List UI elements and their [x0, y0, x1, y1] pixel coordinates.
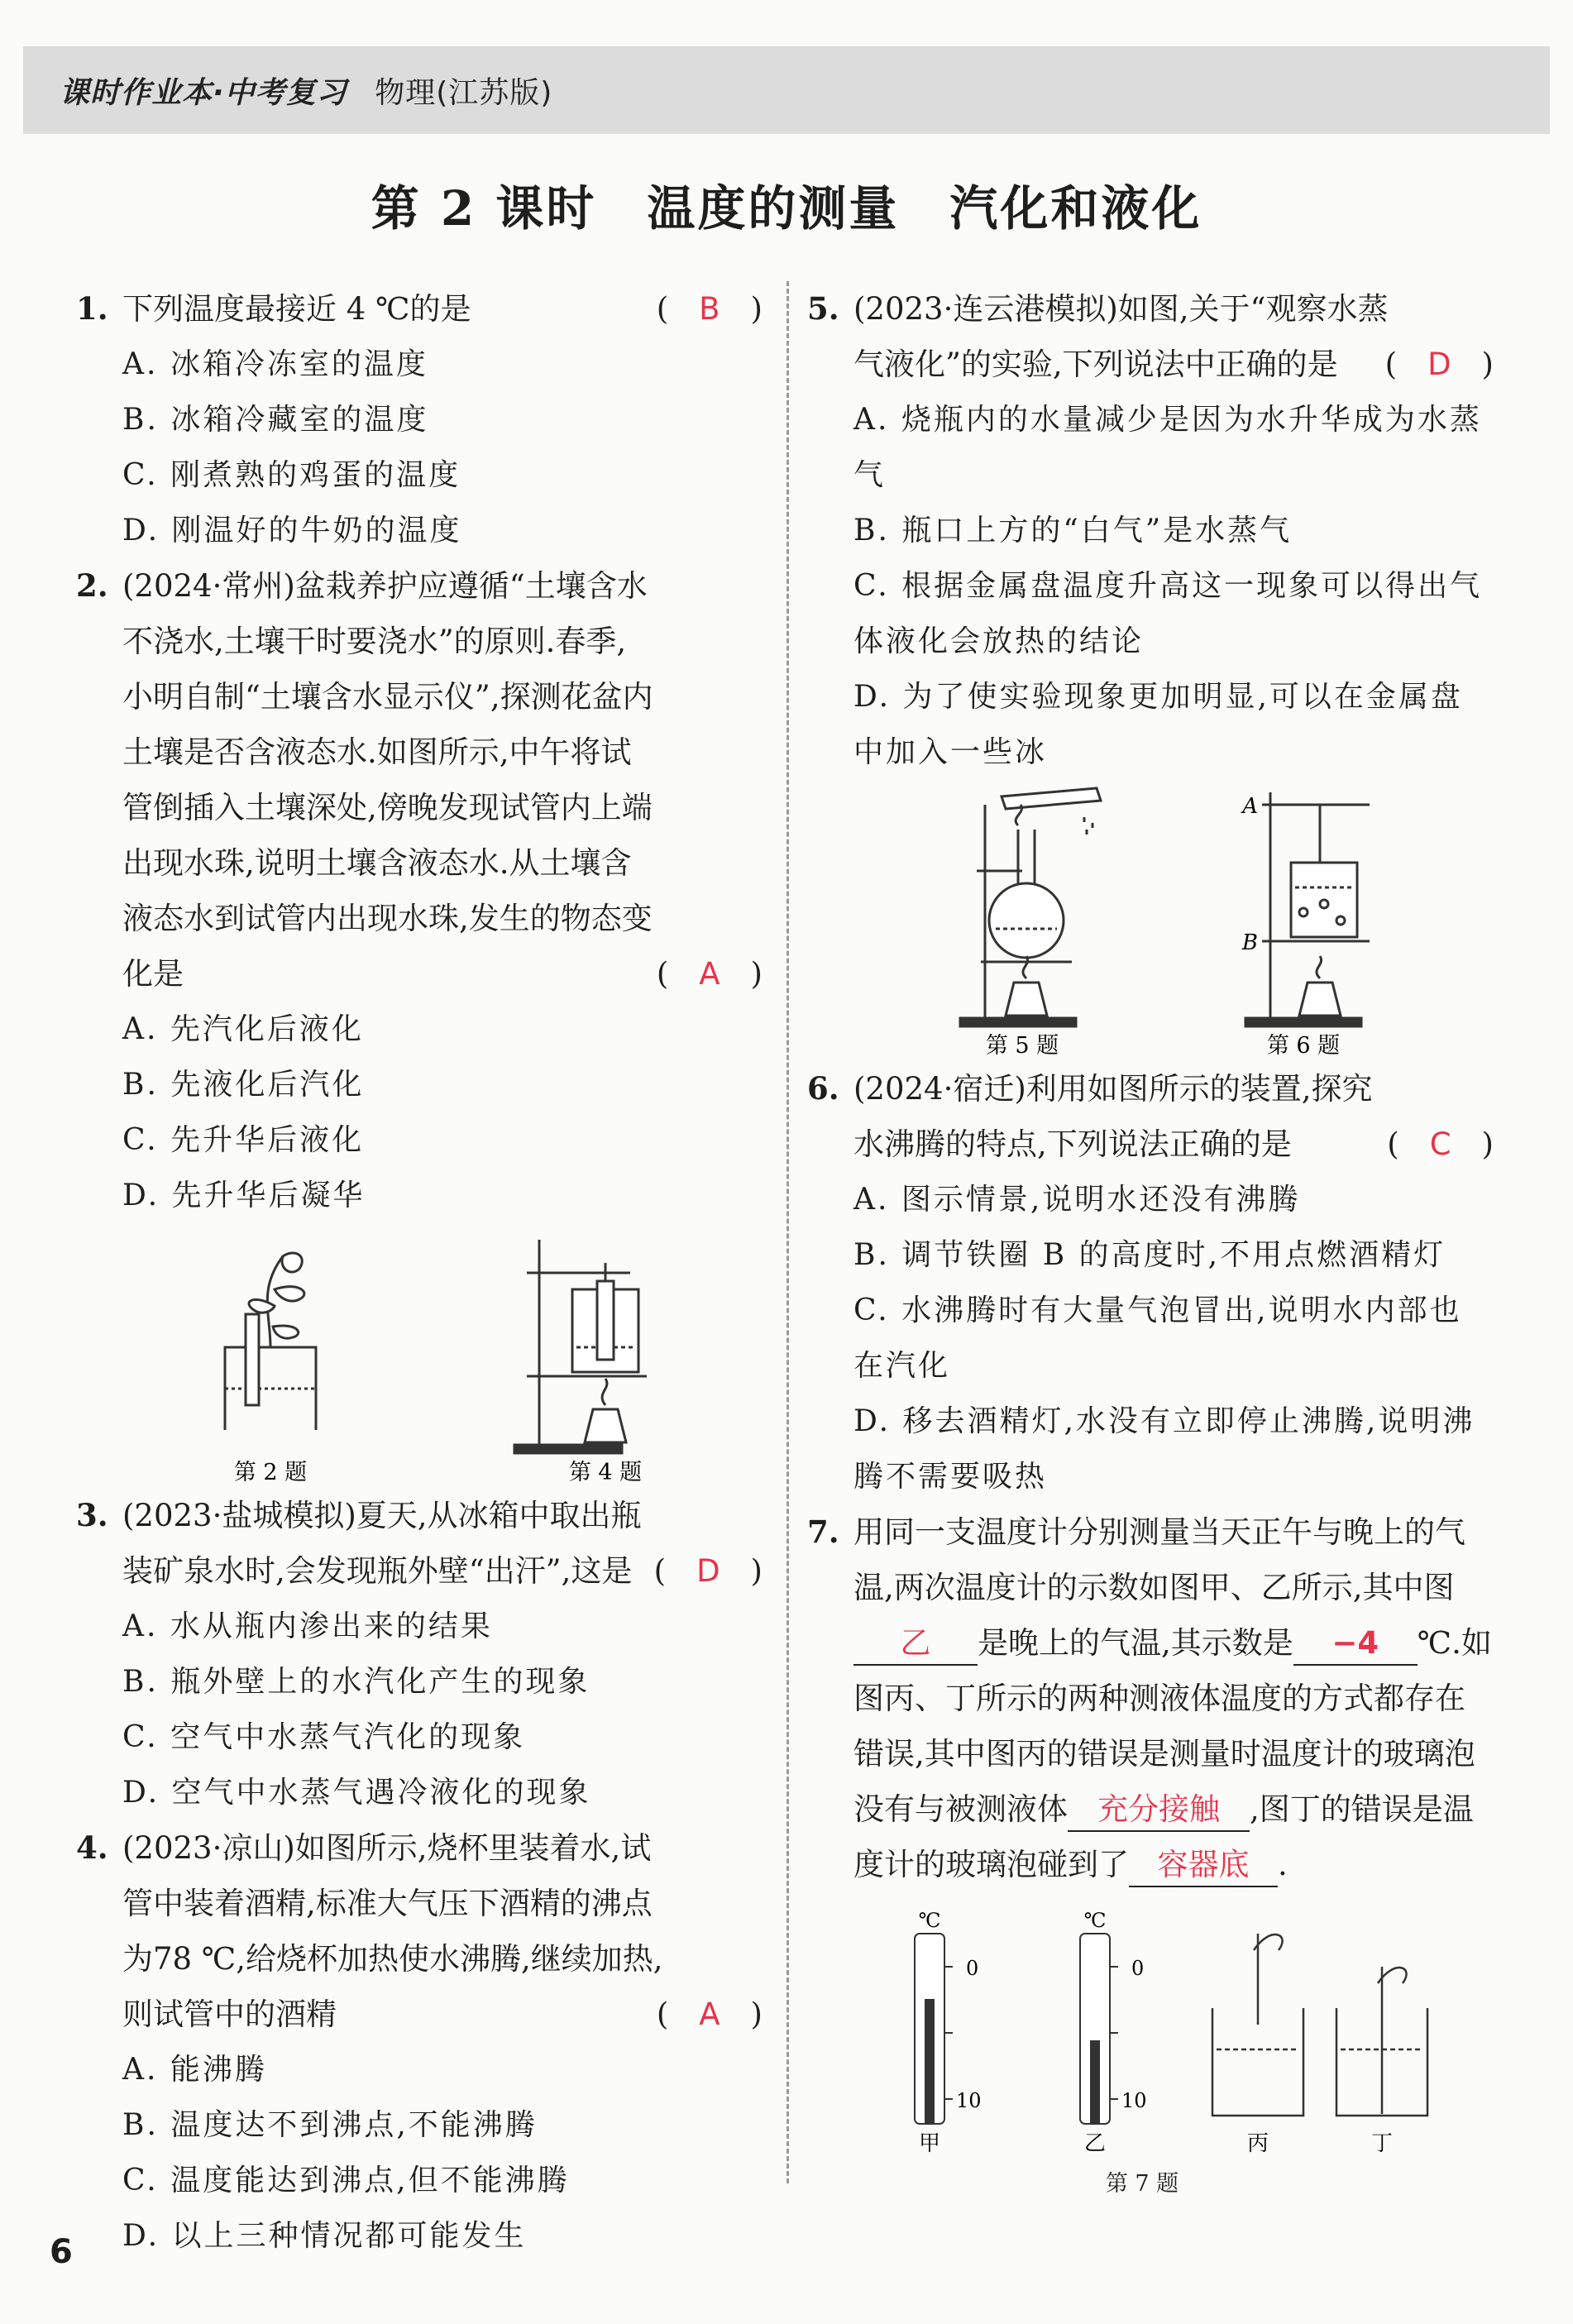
thermometer-jia	[915, 1934, 953, 2124]
answer-bracket: ( A )	[656, 956, 763, 992]
label-a: A	[1242, 794, 1258, 819]
figure-2-caption: 第 2 题	[233, 1460, 308, 1485]
answer-bracket: ( D )	[1384, 347, 1494, 382]
figure-6-caption: 第 6 题	[1266, 1033, 1341, 1059]
answer-bracket: ( A )	[656, 1996, 763, 2032]
thermometer-unit: ℃	[918, 1909, 941, 1932]
answer-choice: B	[699, 291, 720, 327]
question-stem-part: 是晚上的气温,其示数是	[978, 1625, 1293, 1661]
option: C. 刚煮熟的鸡蛋的温度	[122, 458, 461, 492]
answer-choice: D	[696, 1553, 720, 1589]
figure-row-5-6	[807, 780, 1494, 1061]
question-3	[76, 1488, 763, 1599]
fill-blank-answer: 充分接触	[1097, 1791, 1220, 1827]
boiling-water-figure	[1245, 792, 1370, 1026]
answer-choice: C	[1429, 1126, 1451, 1162]
question-7	[807, 1504, 1494, 1892]
option: D. 空气中水蒸气遇冷液化的现象	[122, 1776, 591, 1810]
question-stem-part: ,图丁的错误是温度计的玻璃泡碰到了	[853, 1791, 1474, 1882]
question-stem: (2024·宿迁)利用如图所示的装置,探究水沸腾的特点,下列说法正确的是	[853, 1071, 1373, 1162]
header-subject: 物理(江苏版)	[375, 76, 553, 110]
page-number: 6	[50, 2233, 73, 2271]
question-number: 3.	[76, 1497, 108, 1533]
left-column	[76, 281, 763, 2264]
plant-pot-figure	[225, 1253, 316, 1430]
option: D. 先升华后凝华	[122, 1179, 366, 1212]
option: B. 先液化后汽化	[122, 1068, 365, 1102]
question-stem: (2024·常州)盆栽养护应遵循“土壤含水不浇水,土壤干时要浇水”的原则.春季,小明自制“土壤含水显示仪”,探测花盆内土壤是否含液态水.如图所示,中午将试管倒插入土壤深处,傍晚发现试管内上端出现水珠,说明土壤含液态水.从土壤含液态水到试管内出现水珠,发生的物态变化是	[122, 568, 653, 992]
beaker-ding	[1336, 1967, 1427, 2116]
column-divider	[786, 281, 789, 2183]
thermometer-ten-label: 10	[1121, 2089, 1147, 2112]
question-1	[76, 281, 763, 337]
question-stem: (2023·连云港模拟)如图,关于“观察水蒸气液化”的实验,下列说法中正确的是	[853, 291, 1389, 382]
option: D. 刚温好的牛奶的温度	[122, 514, 462, 548]
question-5	[807, 281, 1494, 392]
header-title	[60, 69, 552, 112]
option: A. 水从瓶内渗出来的结果	[122, 1609, 493, 1643]
question-number: 4.	[76, 1829, 108, 1866]
question-number: 7.	[807, 1513, 839, 1550]
figure-5-6-drawing	[807, 780, 1494, 1061]
answer-choice: D	[1427, 347, 1451, 382]
figure-7-caption: 第 7 题	[1105, 2171, 1179, 2197]
thermometer-unit: ℃	[1083, 1909, 1107, 1932]
option: D. 移去酒精灯,水没有立即停止沸腾,说明沸腾不需要吸热	[853, 1404, 1475, 1494]
question-stem: (2023·盐城模拟)夏天,从冰箱中取出瓶装矿泉水时,会发现瓶外壁“出汗”,这是	[122, 1498, 642, 1589]
condensation-setup-figure	[960, 788, 1101, 1026]
question-number: 6.	[807, 1070, 839, 1107]
boiling-setup-figure	[514, 1240, 647, 1453]
option: B. 调节铁圈 B 的高度时,不用点燃酒精灯	[853, 1238, 1446, 1272]
figure-7-drawing	[807, 1901, 1494, 2165]
thermometer-yi	[1080, 1934, 1118, 2124]
question-stem: 下列温度最接近 4 ℃的是	[122, 291, 471, 327]
beaker-bing	[1212, 1934, 1303, 2116]
figure-5-caption: 第 5 题	[985, 1033, 1059, 1059]
option: B. 瓶外壁上的水汽化产生的现象	[122, 1665, 590, 1699]
option: B. 瓶口上方的“白气”是水蒸气	[853, 514, 1293, 548]
fill-blank-answer: 乙	[900, 1625, 931, 1661]
question-number: 1.	[76, 290, 108, 327]
question-number: 2.	[76, 567, 108, 604]
figure-jia-label: 甲	[918, 2131, 941, 2156]
fill-blank-answer: −4	[1332, 1625, 1379, 1661]
option: B. 冰箱冷藏室的温度	[122, 403, 429, 437]
question-stem: (2023·凉山)如图所示,烧杯里装着水,试管中装着酒精,标准大气压下酒精的沸点为78 ℃,给烧杯加热使水沸腾,继续加热,则试管中的酒精	[122, 1830, 663, 2032]
option: A. 先汽化后液化	[122, 1012, 364, 1046]
answer-bracket: ( D )	[653, 1553, 763, 1589]
answer-bracket: ( C )	[1387, 1126, 1494, 1162]
figure-7	[807, 1901, 1494, 2165]
figure-bing-label: 丙	[1246, 2131, 1269, 2156]
page-title: 第 2 课时 温度的测量 汽化和液化	[371, 180, 1202, 237]
figure-2-4-drawing	[76, 1223, 763, 1488]
answer-bracket: ( B )	[656, 291, 763, 327]
option: A. 冰箱冷冻室的温度	[122, 347, 428, 381]
answer-choice: A	[699, 956, 720, 992]
option: C. 根据金属盘温度升高这一现象可以得出气体液化会放热的结论	[853, 569, 1483, 658]
option: A. 烧瓶内的水量减少是因为水升华成为水蒸气	[853, 403, 1482, 492]
option: C. 温度能达到沸点,但不能沸腾	[122, 2164, 570, 2197]
right-column	[807, 281, 1494, 2197]
question-stem-part: ℃.如图丙、丁所示的两种测液体温度的方式都存在错误,其中图丙的错误是测量时温度计的玻璃泡没有与被测液体	[853, 1625, 1492, 1827]
question-stem: 用同一支温度计分别测量当天正午与晚上的气温,两次温度计的示数如图甲、乙所示,其中图	[853, 1514, 1465, 1605]
option: A. 图示情景,说明水还没有沸腾	[853, 1183, 1301, 1217]
question-4	[76, 1820, 763, 2042]
figure-4-caption: 第 4 题	[568, 1460, 643, 1485]
option: D. 以上三种情况都可能发生	[122, 2219, 527, 2253]
figure-ding-label: 丁	[1370, 2131, 1394, 2156]
thermometer-zero-label: 0	[1131, 1957, 1145, 1980]
option: C. 水沸腾时有大量气泡冒出,说明水内部也在汽化	[853, 1294, 1462, 1383]
answer-choice: A	[699, 1996, 720, 2032]
header-series: 课时作业本·中考复习	[60, 76, 347, 110]
question-2	[76, 558, 763, 1002]
question-6	[807, 1061, 1494, 1172]
option: C. 空气中水蒸气汽化的现象	[122, 1720, 526, 1754]
question-stem-part: .	[1278, 1847, 1288, 1882]
option: A. 能沸腾	[122, 2053, 267, 2087]
figure-yi-label: 乙	[1083, 2131, 1107, 2156]
option: B. 温度达不到沸点,不能沸腾	[122, 2108, 538, 2142]
thermometer-ten-label: 10	[956, 2089, 982, 2112]
fill-blank-answer: 容器底	[1157, 1847, 1250, 1882]
thermometer-zero-label: 0	[966, 1957, 979, 1980]
question-number: 5.	[807, 290, 839, 327]
figure-row-2-4	[76, 1223, 763, 1488]
label-b: B	[1241, 930, 1258, 955]
option: D. 为了使实验现象更加明显,可以在金属盘中加入一些冰	[853, 680, 1463, 769]
option: C. 先升华后液化	[122, 1123, 365, 1157]
